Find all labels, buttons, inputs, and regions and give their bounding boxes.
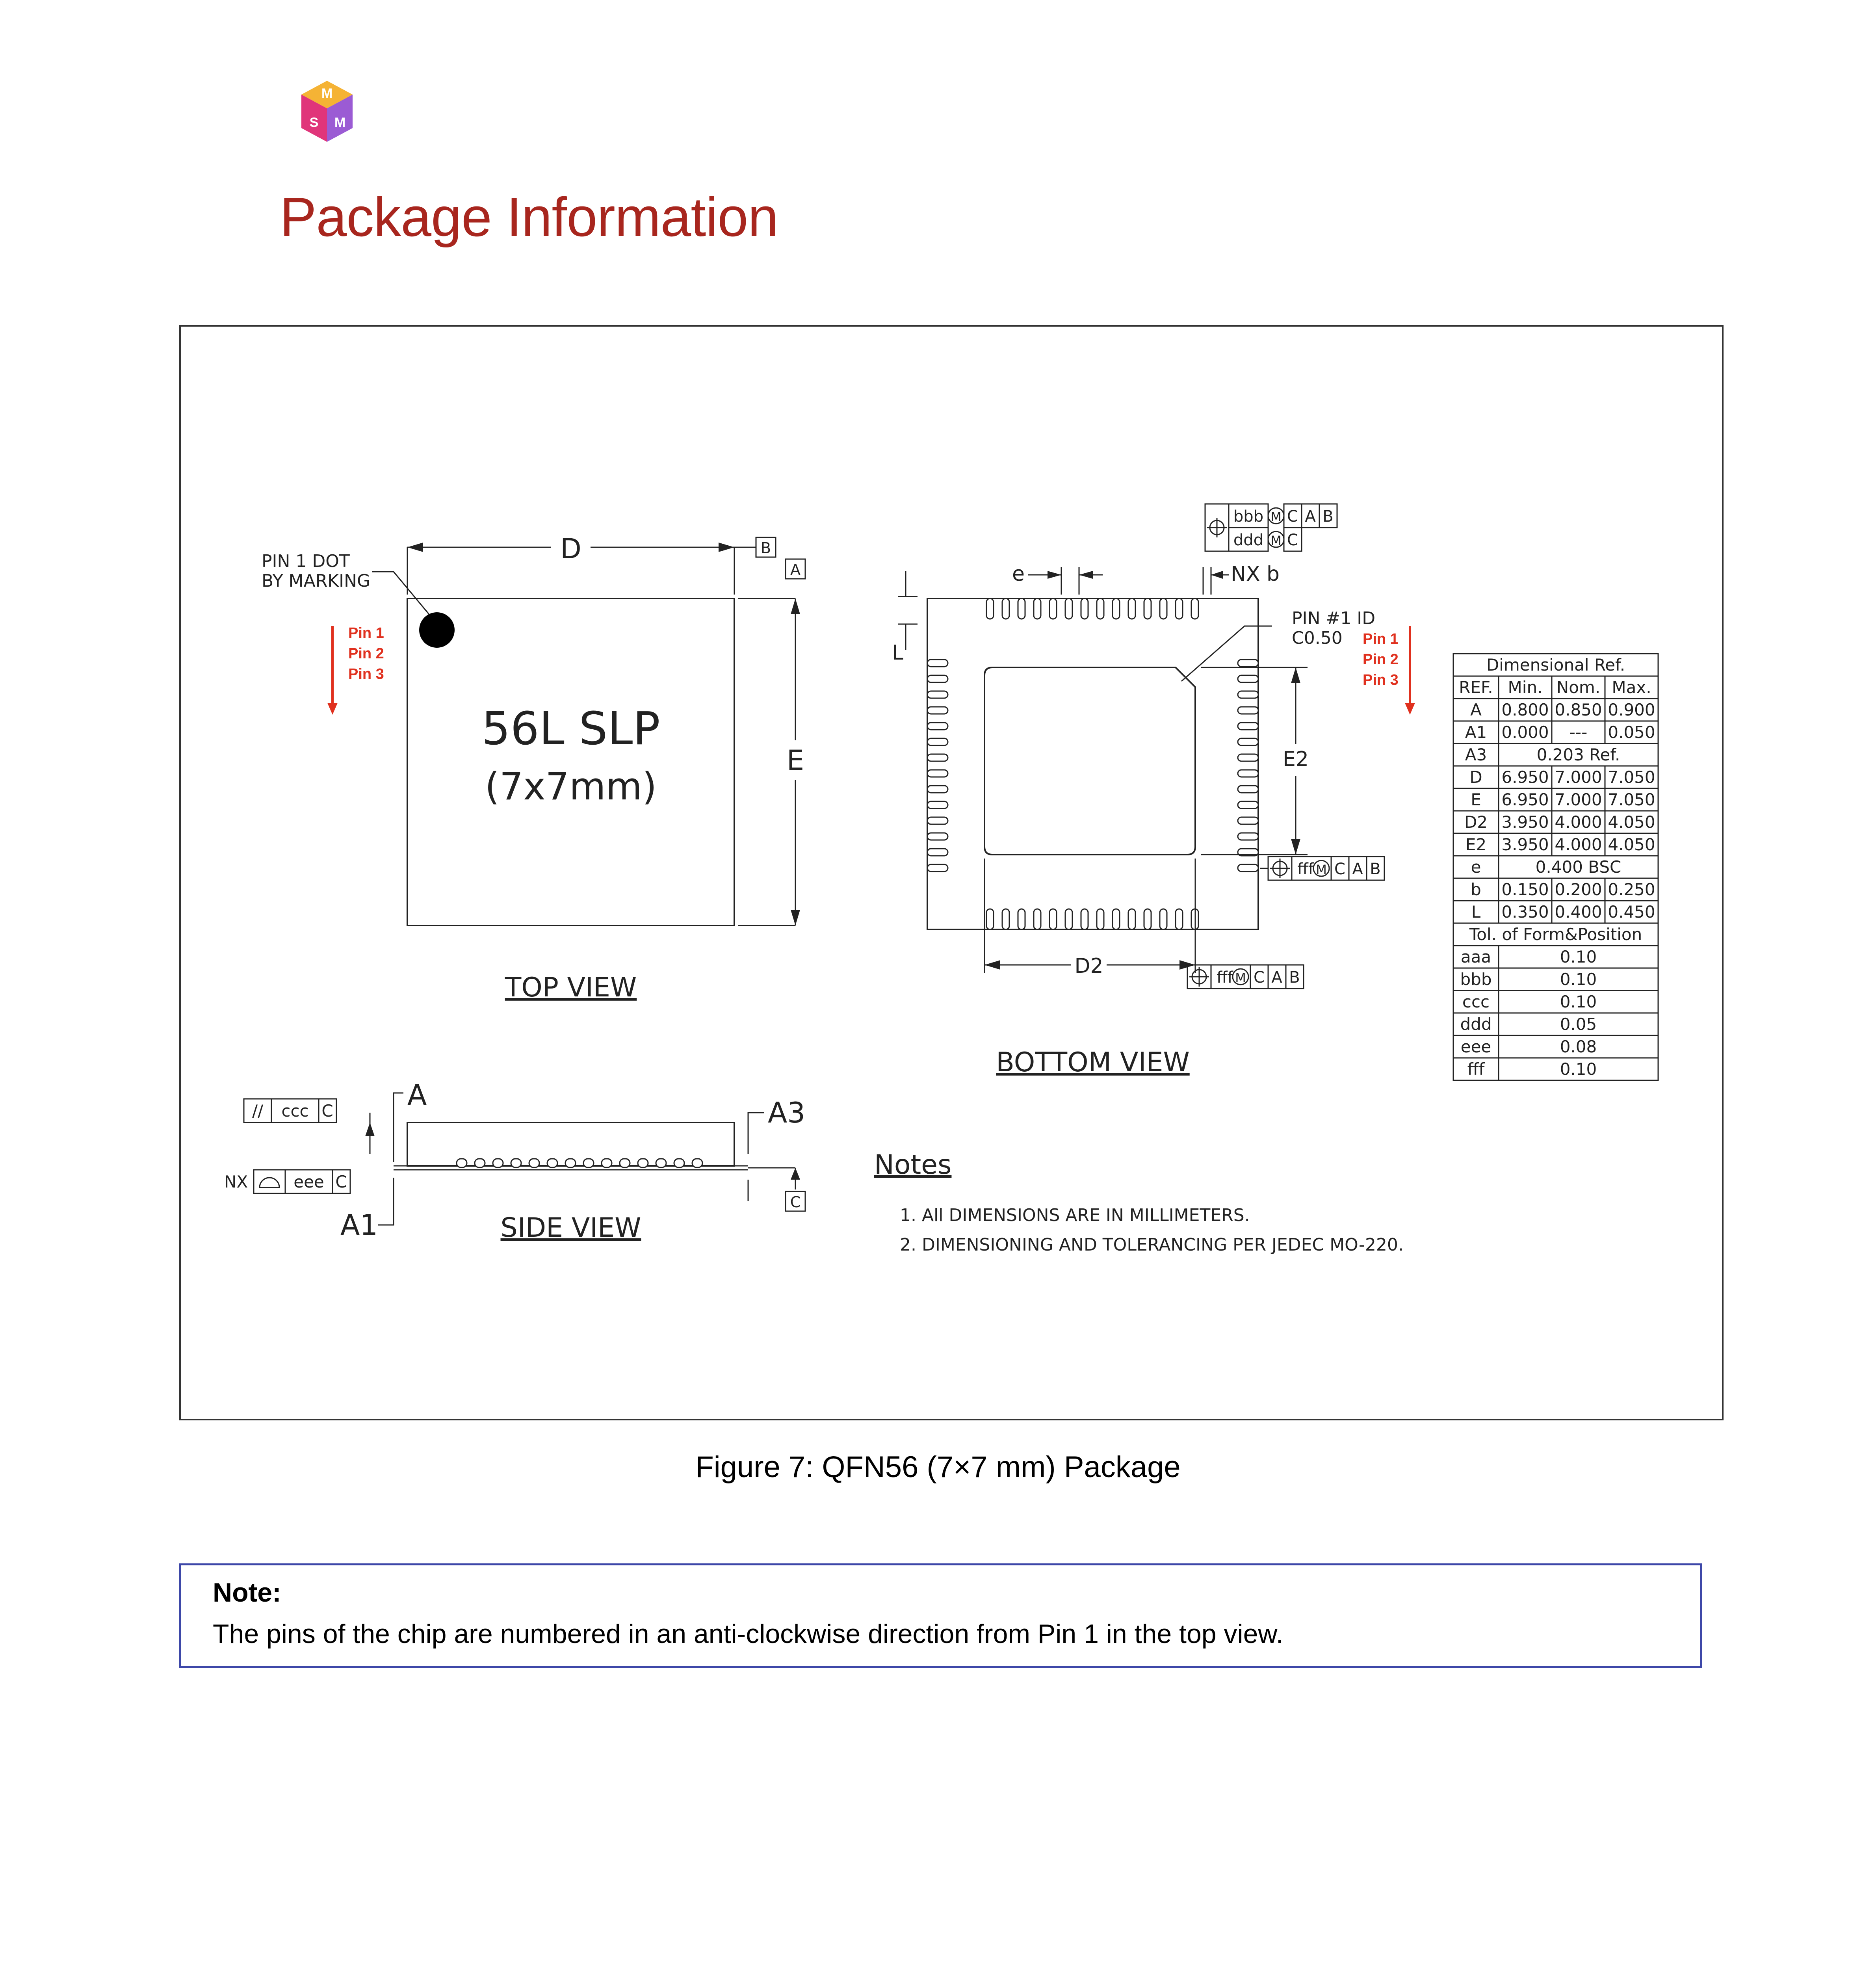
side-pad bbox=[602, 1159, 612, 1167]
note-title: Note: bbox=[213, 1578, 281, 1608]
table-cell: D2 bbox=[1464, 812, 1488, 832]
svg-text:M: M bbox=[334, 115, 346, 130]
svg-text:C: C bbox=[1254, 968, 1265, 987]
pad bbox=[927, 754, 948, 761]
dim-e-label: E bbox=[786, 744, 804, 777]
pad bbox=[1002, 909, 1009, 929]
svg-text:M: M bbox=[1235, 970, 1246, 985]
note-body: The pins of the chip are numbered in an anti-clockwise direction from Pin 1 in the top view. bbox=[213, 1619, 1283, 1649]
pin-order-1: Pin 1 bbox=[348, 625, 384, 641]
pad bbox=[1238, 754, 1258, 761]
pad bbox=[927, 864, 948, 872]
table-cell: 7.050 bbox=[1608, 790, 1655, 809]
svg-text:fff: fff bbox=[1297, 860, 1314, 878]
side-pad bbox=[638, 1159, 648, 1167]
table-cell: 0.900 bbox=[1608, 700, 1655, 719]
pad bbox=[1191, 598, 1198, 619]
table-cell: 4.050 bbox=[1608, 835, 1655, 854]
pad bbox=[1018, 598, 1025, 619]
side-pad bbox=[493, 1159, 503, 1167]
side-view-title: SIDE VIEW bbox=[500, 1212, 641, 1243]
top-view bbox=[262, 533, 805, 1003]
pad bbox=[1065, 598, 1072, 619]
table-cell: E2 bbox=[1465, 835, 1487, 854]
side-pad bbox=[547, 1159, 557, 1167]
pin-id-label: PIN #1 ID bbox=[1292, 608, 1376, 628]
dim-e2: E2 bbox=[1283, 747, 1309, 771]
pin1-label: PIN 1 DOT bbox=[262, 551, 350, 571]
side-pad bbox=[674, 1159, 684, 1167]
dim-d2: D2 bbox=[1074, 954, 1103, 978]
svg-text:S: S bbox=[309, 115, 319, 130]
dimension-table bbox=[1453, 654, 1658, 1080]
package-figure bbox=[179, 325, 1724, 1420]
top-view-body bbox=[407, 598, 734, 926]
table-title: Dimensional Ref. bbox=[1486, 655, 1625, 675]
pad bbox=[927, 738, 948, 745]
tol-table-cell: 0.08 bbox=[1560, 1037, 1597, 1056]
table-cell: L bbox=[1471, 902, 1481, 922]
pad bbox=[1018, 909, 1025, 929]
pin1-label-2: BY MARKING bbox=[262, 571, 371, 591]
pins-right-column bbox=[1238, 660, 1258, 872]
pad bbox=[1049, 909, 1057, 929]
svg-text:M: M bbox=[1316, 862, 1327, 877]
table-cell: 0.200 bbox=[1555, 880, 1602, 899]
pad bbox=[1081, 909, 1088, 929]
side-view bbox=[224, 1078, 805, 1243]
bv-pin-order-2: Pin 2 bbox=[1363, 651, 1399, 668]
pins-bottom-row bbox=[986, 909, 1198, 929]
pins-left-column bbox=[927, 660, 948, 872]
bv-pin-order-1: Pin 1 bbox=[1363, 631, 1399, 647]
svg-text:A: A bbox=[1352, 860, 1363, 878]
tol-table-cell: eee bbox=[1460, 1037, 1492, 1056]
note-item-1: 1. All DIMENSIONS ARE IN MILLIMETERS. bbox=[900, 1205, 1250, 1225]
table-cell: A bbox=[1470, 700, 1482, 719]
table-cell: 0.050 bbox=[1608, 723, 1655, 742]
tol-frame-bbb-ddd bbox=[1205, 504, 1337, 551]
side-pad bbox=[692, 1159, 702, 1167]
pad bbox=[927, 849, 948, 856]
svg-text:B: B bbox=[1370, 860, 1381, 878]
bottom-view-body bbox=[927, 598, 1258, 929]
page-title: Package Information bbox=[280, 186, 778, 248]
svg-text:ccc: ccc bbox=[281, 1101, 309, 1121]
table-cell: A1 bbox=[1465, 723, 1487, 742]
table-cell: E bbox=[1471, 790, 1481, 809]
pad bbox=[1128, 598, 1135, 619]
tol-table-cell: 0.10 bbox=[1560, 992, 1597, 1011]
dim-nx-b: NX b bbox=[1231, 562, 1280, 586]
table-header: Min. bbox=[1508, 678, 1543, 697]
svg-text:C: C bbox=[321, 1101, 333, 1121]
table-cell: 0.400 bbox=[1555, 902, 1602, 922]
side-pad bbox=[620, 1159, 630, 1167]
top-view-title: TOP VIEW bbox=[505, 972, 637, 1003]
pad bbox=[1160, 909, 1167, 929]
pad bbox=[1097, 598, 1104, 619]
table-cell: D bbox=[1469, 768, 1482, 787]
table-cell: 0.203 Ref. bbox=[1536, 745, 1620, 764]
pad bbox=[1081, 598, 1088, 619]
dim-d-label: D bbox=[560, 533, 581, 565]
marking-text-2: (7x7mm) bbox=[485, 765, 657, 808]
pad bbox=[1238, 691, 1258, 698]
table-cell: 7.050 bbox=[1608, 768, 1655, 787]
pad bbox=[1097, 909, 1104, 929]
svg-text:bbb: bbb bbox=[1233, 507, 1264, 526]
pad bbox=[1238, 770, 1258, 777]
pad bbox=[927, 770, 948, 777]
side-pad bbox=[511, 1159, 521, 1167]
pad bbox=[1238, 864, 1258, 872]
pad bbox=[927, 786, 948, 793]
table-header: Max. bbox=[1612, 678, 1651, 697]
tol-frame-fff-e2 bbox=[1260, 857, 1384, 880]
pad bbox=[1128, 909, 1135, 929]
table-cell: e bbox=[1471, 857, 1481, 877]
svg-text:M: M bbox=[1270, 533, 1282, 548]
svg-text://: // bbox=[252, 1101, 264, 1121]
svg-text:C: C bbox=[335, 1172, 347, 1191]
table-cell: 6.950 bbox=[1501, 768, 1549, 787]
pad bbox=[1065, 909, 1072, 929]
svg-text:NX: NX bbox=[224, 1172, 248, 1191]
notes-title: Notes bbox=[874, 1149, 952, 1180]
svg-text:B: B bbox=[1289, 968, 1300, 987]
table-cell: 0.250 bbox=[1608, 880, 1655, 899]
notes bbox=[874, 1149, 1404, 1255]
dim-e-pitch: e bbox=[1012, 562, 1025, 586]
pad bbox=[1144, 598, 1151, 619]
bottom-view bbox=[892, 504, 1415, 1078]
tol-frame-ccc bbox=[244, 1099, 336, 1123]
dim-l: L bbox=[892, 641, 903, 665]
tol-table-cell: 0.05 bbox=[1560, 1015, 1597, 1034]
dim-a1: A1 bbox=[340, 1208, 378, 1241]
pin-order-3: Pin 3 bbox=[348, 666, 384, 682]
pad bbox=[927, 707, 948, 714]
pins-top-row bbox=[986, 598, 1198, 619]
table-cell: 0.000 bbox=[1501, 723, 1549, 742]
pad bbox=[1176, 598, 1183, 619]
side-pad bbox=[457, 1159, 467, 1167]
dim-a: A bbox=[407, 1078, 427, 1111]
tol-table-cell: 0.10 bbox=[1560, 1059, 1597, 1079]
table-cell: 7.000 bbox=[1555, 790, 1602, 809]
tol-table-cell: bbb bbox=[1460, 970, 1492, 989]
table-cell: 3.950 bbox=[1501, 812, 1549, 832]
note-item-2: 2. DIMENSIONING AND TOLERANCING PER JEDEC MO-220. bbox=[900, 1235, 1404, 1255]
pad bbox=[927, 675, 948, 682]
pad bbox=[1238, 660, 1258, 667]
table-cell: 6.950 bbox=[1501, 790, 1549, 809]
tol-frame-eee bbox=[224, 1170, 350, 1193]
tol-table-cell: aaa bbox=[1460, 947, 1492, 966]
pad bbox=[1113, 598, 1120, 619]
table-cell: b bbox=[1471, 880, 1481, 899]
tol-table-cell: 0.10 bbox=[1560, 970, 1597, 989]
svg-text:ddd: ddd bbox=[1233, 531, 1264, 549]
tol-table-cell: ddd bbox=[1460, 1015, 1492, 1034]
side-pad bbox=[656, 1159, 666, 1167]
pad bbox=[1002, 598, 1009, 619]
pin-id-chamfer: C0.50 bbox=[1292, 628, 1343, 648]
svg-text:M: M bbox=[1270, 509, 1282, 524]
svg-text:C: C bbox=[1287, 507, 1298, 526]
pad bbox=[1238, 675, 1258, 682]
pad bbox=[1238, 817, 1258, 824]
pad bbox=[927, 801, 948, 808]
pad bbox=[927, 817, 948, 824]
side-pad bbox=[529, 1159, 539, 1167]
pad bbox=[1238, 738, 1258, 745]
table-cell: 0.800 bbox=[1501, 700, 1549, 719]
svg-text:C: C bbox=[1287, 531, 1298, 549]
pad bbox=[1160, 598, 1167, 619]
pad bbox=[1144, 909, 1151, 929]
pad bbox=[1238, 707, 1258, 714]
pad bbox=[1049, 598, 1057, 619]
pad bbox=[1238, 833, 1258, 840]
bottom-view-title: BOTTOM VIEW bbox=[996, 1047, 1190, 1078]
figure-caption: Figure 7: QFN56 (7×7 mm) Package bbox=[695, 1450, 1181, 1484]
pad bbox=[1176, 909, 1183, 929]
pin1-dot bbox=[419, 612, 455, 648]
pad bbox=[927, 723, 948, 730]
pad bbox=[986, 909, 994, 929]
table-cell: 0.400 BSC bbox=[1535, 857, 1622, 877]
pad bbox=[1034, 598, 1041, 619]
table-cell: A3 bbox=[1465, 745, 1487, 764]
side-pad bbox=[583, 1159, 594, 1167]
svg-text:A: A bbox=[1305, 507, 1316, 526]
pad bbox=[1238, 801, 1258, 808]
table-cell: 3.950 bbox=[1501, 835, 1549, 854]
svg-text:fff: fff bbox=[1217, 968, 1233, 987]
table-header: REF. bbox=[1459, 678, 1493, 697]
tol-table-cell: 0.10 bbox=[1560, 947, 1597, 966]
pad bbox=[927, 833, 948, 840]
svg-text:M: M bbox=[321, 86, 333, 101]
side-pad bbox=[475, 1159, 485, 1167]
brand-logo bbox=[297, 79, 357, 146]
svg-text:C: C bbox=[1334, 860, 1345, 878]
note-box bbox=[179, 1563, 1702, 1668]
table-cell: --- bbox=[1569, 723, 1588, 742]
tol-table-title: Tol. of Form&Position bbox=[1469, 925, 1642, 944]
tol-table-cell: fff bbox=[1467, 1059, 1485, 1079]
bv-pin-order-3: Pin 3 bbox=[1363, 672, 1399, 688]
svg-text:A: A bbox=[1271, 968, 1282, 987]
package-drawing bbox=[181, 327, 1725, 1422]
pad bbox=[927, 691, 948, 698]
datum-c: C bbox=[790, 1193, 801, 1211]
table-cell: 0.850 bbox=[1555, 700, 1602, 719]
table-cell: 0.150 bbox=[1501, 880, 1549, 899]
side-pad bbox=[565, 1159, 576, 1167]
svg-text:eee: eee bbox=[293, 1172, 324, 1191]
pad bbox=[1034, 909, 1041, 929]
exposed-pad bbox=[984, 667, 1195, 855]
datum-a: A bbox=[790, 561, 801, 578]
datum-b: B bbox=[760, 539, 771, 557]
table-cell: 7.000 bbox=[1555, 768, 1602, 787]
table-header: Nom. bbox=[1556, 678, 1601, 697]
marking-text-1: 56L SLP bbox=[481, 703, 660, 755]
pad bbox=[1113, 909, 1120, 929]
pad bbox=[1238, 786, 1258, 793]
pin-order-2: Pin 2 bbox=[348, 645, 384, 662]
tol-table-cell: ccc bbox=[1462, 992, 1490, 1011]
dim-a3: A3 bbox=[768, 1096, 806, 1129]
table-cell: 0.450 bbox=[1608, 902, 1655, 922]
pad bbox=[1238, 723, 1258, 730]
tol-frame-fff-d2 bbox=[1187, 965, 1304, 989]
table-cell: 0.350 bbox=[1501, 902, 1549, 922]
pad bbox=[927, 660, 948, 667]
table-cell: 4.000 bbox=[1555, 835, 1602, 854]
table-cell: 4.000 bbox=[1555, 812, 1602, 832]
pad bbox=[986, 598, 994, 619]
table-cell: 4.050 bbox=[1608, 812, 1655, 832]
svg-text:B: B bbox=[1322, 507, 1334, 526]
